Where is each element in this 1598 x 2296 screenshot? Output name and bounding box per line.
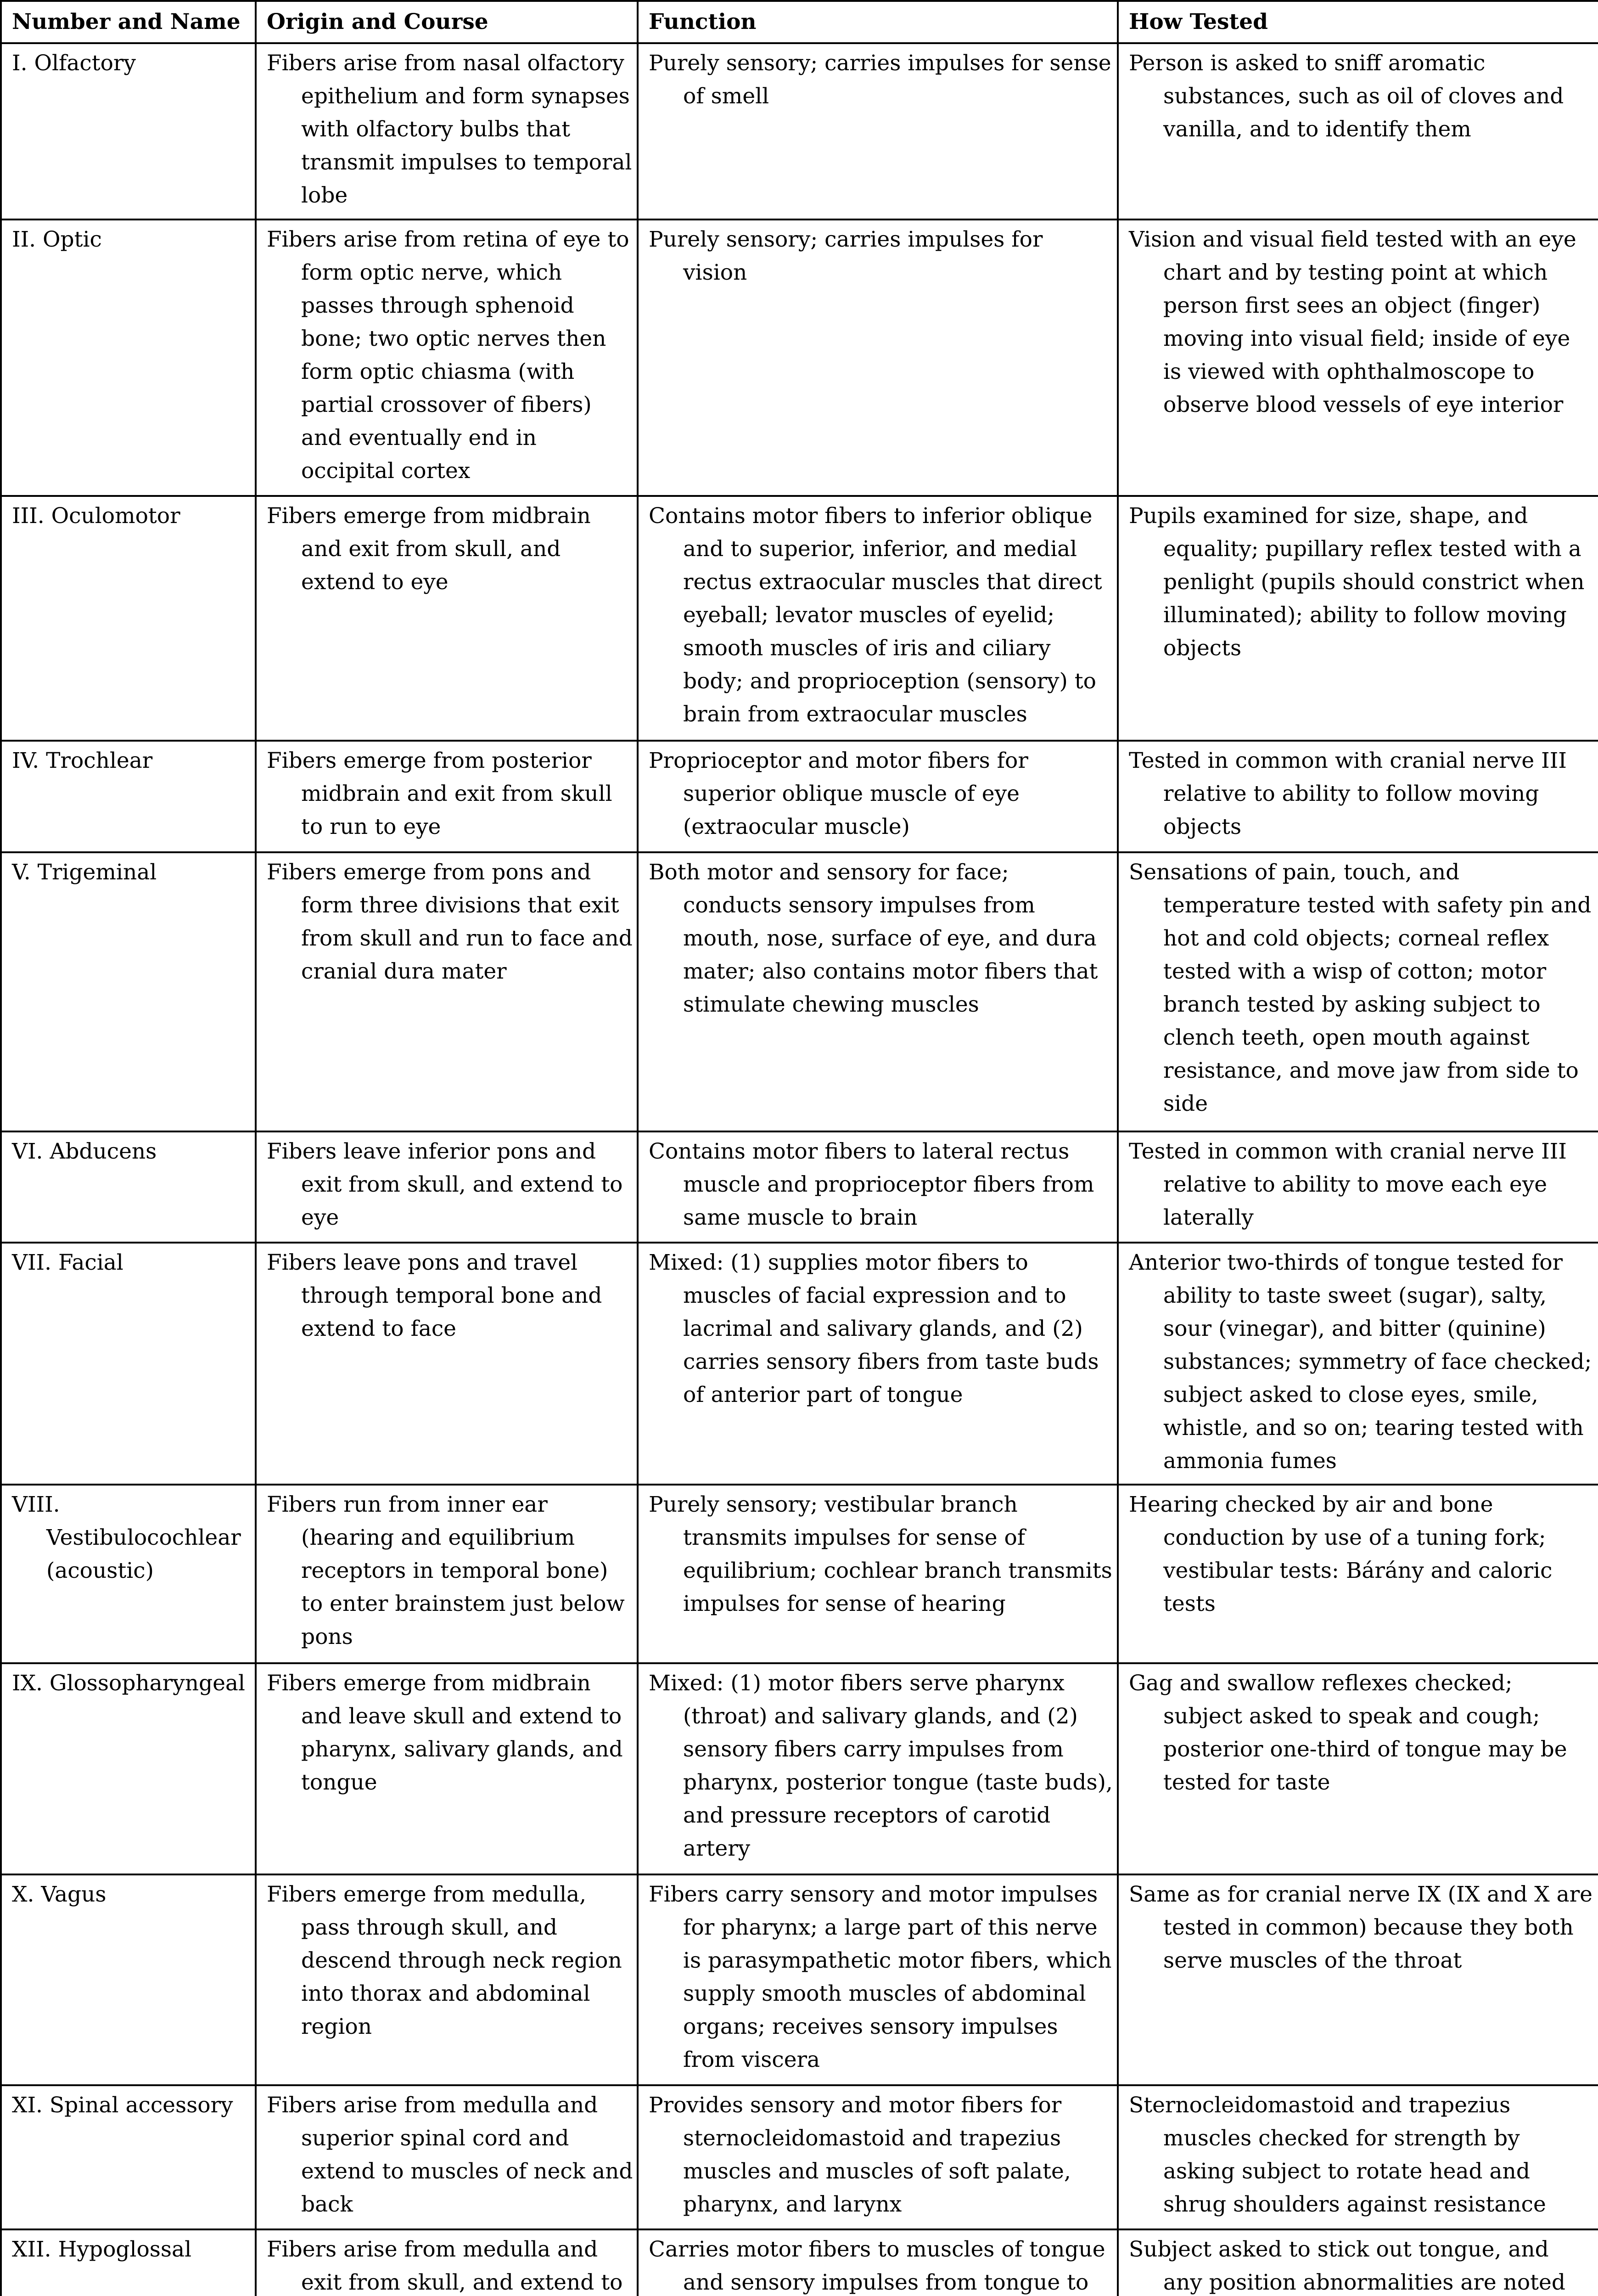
nerve-name: VI. Abducens <box>1 1131 256 1243</box>
how-tested-cell: Vision and visual field tested with an eye chart and by testing point at which person first sees an object (finger) moving into visual field; inside of eye is viewed with ophthalmoscope to observe blood vessels of eye interior <box>1118 219 1598 496</box>
table-row <box>1 2085 1598 2229</box>
table-row <box>1 1131 1598 1243</box>
header-how-tested: How Tested <box>1118 1 1598 43</box>
function-cell: Carries motor fibers to muscles of tongue and sensory impulses from tongue to <box>638 2229 1118 2296</box>
table-row <box>1 2229 1598 2296</box>
header-number-name: Number and Name <box>1 1 256 43</box>
how-tested-cell: Person is asked to sniff aromatic substances, such as oil of cloves and vanilla, and to identify them <box>1118 43 1598 219</box>
header-origin-course: Origin and Course <box>256 1 638 43</box>
function-cell: Mixed: (1) supplies motor fibers to muscles of facial expression and to lacrimal and salivary glands, and (2) carries sensory fibers from taste buds of anterior part of tongue <box>638 1243 1118 1485</box>
origin-course-cell: Fibers emerge from midbrain and leave skull and extend to pharynx, salivary glands, and tongue <box>256 1663 638 1874</box>
origin-course-cell: Fibers arise from retina of eye to form optic nerve, which passes through sphenoid bone; two optic nerves then form optic chiasma (with partial crossover of fibers) and eventually end in occipital cortex <box>256 219 638 496</box>
how-tested-cell: Gag and swallow reflexes checked; subject asked to speak and cough; posterior one-third of tongue may be tested for taste <box>1118 1663 1598 1874</box>
how-tested-cell: Sensations of pain, touch, and temperature tested with safety pin and hot and cold objects; corneal reflex tested with a wisp of cotton; motor branch tested by asking subject to clench teeth, open mouth against resistance, and move jaw from side to side <box>1118 852 1598 1131</box>
how-tested-cell: Sternocleidomastoid and trapezius muscles checked for strength by asking subject to rotate head and shrug shoulders against resistance <box>1118 2085 1598 2229</box>
origin-course-cell: Fibers leave pons and travel through temporal bone and extend to face <box>256 1243 638 1485</box>
nerve-name: II. Optic <box>1 219 256 496</box>
function-cell: Purely sensory; vestibular branch transmits impulses for sense of equilibrium; cochlear branch transmits impulses for sense of hearing <box>638 1485 1118 1663</box>
how-tested-cell: Tested in common with cranial nerve III relative to ability to move each eye laterally <box>1118 1131 1598 1243</box>
nerve-name: III. Oculomotor <box>1 496 256 741</box>
header-row <box>1 1 1598 43</box>
origin-course-cell: Fibers emerge from pons and form three divisions that exit from skull and run to face and cranial dura mater <box>256 852 638 1131</box>
nerve-name: XII. Hypoglossal <box>1 2229 256 2296</box>
nerve-name: IX. Glossopharyngeal <box>1 1663 256 1874</box>
nerve-name: X. Vagus <box>1 1874 256 2085</box>
origin-course-cell: Fibers leave inferior pons and exit from skull, and extend to eye <box>256 1131 638 1243</box>
function-cell: Contains motor fibers to lateral rectus muscle and proprioceptor fibers from same muscle to brain <box>638 1131 1118 1243</box>
nerve-name: V. Trigeminal <box>1 852 256 1131</box>
table-row <box>1 741 1598 852</box>
origin-course-cell: Fibers emerge from posterior midbrain and exit from skull to run to eye <box>256 741 638 852</box>
table-row <box>1 1485 1598 1663</box>
table-row <box>1 852 1598 1131</box>
table-row <box>1 219 1598 496</box>
function-cell: Contains motor fibers to inferior oblique and to superior, inferior, and medial rectus extraocular muscles that direct eyeball; levator muscles of eyelid; smooth muscles of iris and ciliary body; and proprioception (sensory) to brain from extraocular muscles <box>638 496 1118 741</box>
nerve-name: XI. Spinal accessory <box>1 2085 256 2229</box>
origin-course-cell: Fibers emerge from medulla, pass through skull, and descend through neck region into thorax and abdominal region <box>256 1874 638 2085</box>
how-tested-cell: Same as for cranial nerve IX (IX and X are tested in common) because they both serve muscles of the throat <box>1118 1874 1598 2085</box>
origin-course-cell: Fibers run from inner ear (hearing and equilibrium receptors in temporal bone) to enter brainstem just below pons <box>256 1485 638 1663</box>
origin-course-cell: Fibers emerge from midbrain and exit from skull, and extend to eye <box>256 496 638 741</box>
nerve-name: VII. Facial <box>1 1243 256 1485</box>
table-row <box>1 1663 1598 1874</box>
table-row <box>1 1243 1598 1485</box>
function-cell: Proprioceptor and motor fibers for superior oblique muscle of eye (extraocular muscle) <box>638 741 1118 852</box>
how-tested-cell: Hearing checked by air and bone conduction by use of a tuning fork; vestibular tests: Bárány and caloric tests <box>1118 1485 1598 1663</box>
how-tested-cell: Tested in common with cranial nerve III relative to ability to follow moving objects <box>1118 741 1598 852</box>
header-function: Function <box>638 1 1118 43</box>
function-cell: Fibers carry sensory and motor impulses for pharynx; a large part of this nerve is parasympathetic motor fibers, which supply smooth muscles of abdominal organs; receives sensory impulses from viscera <box>638 1874 1118 2085</box>
how-tested-cell: Anterior two-thirds of tongue tested for ability to taste sweet (sugar), salty, sour (vinegar), and bitter (quinine) substances; symmetry of face checked; subject asked to close eyes, smile, whistle, and so on; tearing tested with ammonia fumes <box>1118 1243 1598 1485</box>
table-row <box>1 496 1598 741</box>
function-cell: Both motor and sensory for face; conducts sensory impulses from mouth, nose, surface of eye, and dura mater; also contains motor fibers that stimulate chewing muscles <box>638 852 1118 1131</box>
nerve-name: IV. Trochlear <box>1 741 256 852</box>
nerve-name: VIII. Vestibulocochlear (acoustic) <box>1 1485 256 1663</box>
table-row <box>1 43 1598 219</box>
origin-course-cell: Fibers arise from medulla and superior spinal cord and extend to muscles of neck and back <box>256 2085 638 2229</box>
origin-course-cell: Fibers arise from nasal olfactory epithelium and form synapses with olfactory bulbs that transmit impulses to temporal lobe <box>256 43 638 219</box>
table-row <box>1 1874 1598 2085</box>
function-cell: Mixed: (1) motor fibers serve pharynx (throat) and salivary glands, and (2) sensory fibers carry impulses from pharynx, posterior tongue (taste buds), and pressure receptors of carotid artery <box>638 1663 1118 1874</box>
function-cell: Purely sensory; carries impulses for vision <box>638 219 1118 496</box>
function-cell: Purely sensory; carries impulses for sense of smell <box>638 43 1118 219</box>
how-tested-cell: Subject asked to stick out tongue, and any position abnormalities are noted <box>1118 2229 1598 2296</box>
origin-course-cell: Fibers arise from medulla and exit from skull, and extend to <box>256 2229 638 2296</box>
nerve-name: I. Olfactory <box>1 43 256 219</box>
how-tested-cell: Pupils examined for size, shape, and equality; pupillary reflex tested with a penlight (pupils should constrict when illuminated); ability to follow moving objects <box>1118 496 1598 741</box>
function-cell: Provides sensory and motor fibers for sternocleidomastoid and trapezius muscles and muscles of soft palate, pharynx, and larynx <box>638 2085 1118 2229</box>
